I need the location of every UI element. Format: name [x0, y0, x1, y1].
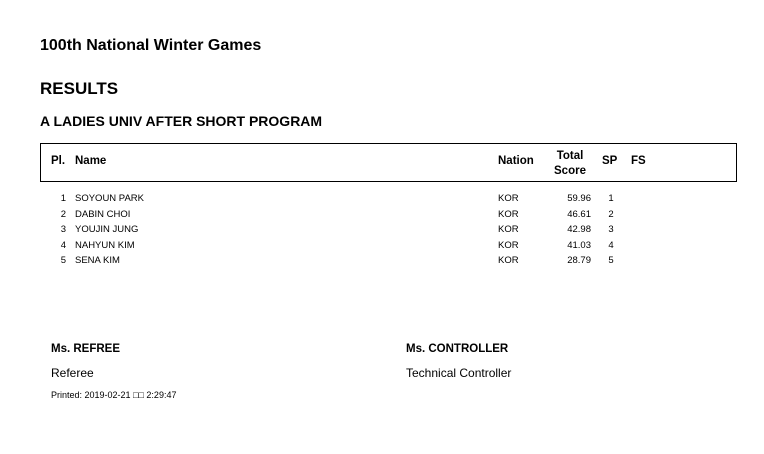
header-total-line2: Score	[554, 165, 586, 177]
header-place: Pl.	[51, 155, 66, 167]
referee-title: Ms. REFREE	[51, 343, 121, 355]
cell-sp: 5	[608, 255, 614, 266]
cell-sp: 2	[608, 208, 614, 220]
header-nation: Nation	[498, 155, 534, 167]
header-sp: SP	[602, 155, 618, 167]
controller-name: Technical Controller	[406, 366, 512, 380]
table-row	[40, 191, 737, 207]
header-total-line1: Total	[556, 150, 584, 162]
results-table-body	[40, 191, 737, 269]
table-row	[40, 207, 737, 223]
cell-total-score: 41.03	[567, 239, 591, 251]
cell-nation: KOR	[498, 193, 519, 204]
results-heading: RESULTS	[40, 79, 119, 98]
cell-name: DABIN CHOI	[75, 208, 131, 220]
cell-total-score: 59.96	[567, 193, 591, 204]
cell-sp: 4	[608, 239, 614, 251]
cell-nation: KOR	[498, 208, 519, 220]
cell-place: 3	[60, 224, 66, 235]
cell-name: SENA KIM	[75, 255, 120, 266]
header-name: Name	[75, 155, 107, 167]
cell-nation: KOR	[498, 239, 519, 251]
header-fs: FS	[631, 155, 646, 167]
cell-sp: 1	[608, 193, 614, 204]
cell-total-score: 46.61	[567, 208, 591, 220]
cell-total-score: 42.98	[567, 224, 591, 235]
referee-name: Referee	[51, 366, 94, 380]
header-total-score	[544, 149, 596, 179]
cell-name: YOUJIN JUNG	[75, 224, 139, 235]
controller-title: Ms. CONTROLLER	[406, 343, 509, 355]
cell-place: 4	[60, 239, 66, 251]
cell-name: NAHYUN KIM	[75, 239, 135, 251]
table-row	[40, 238, 737, 254]
cell-total-score: 28.79	[567, 255, 591, 266]
category-title: A LADIES UNIV AFTER SHORT PROGRAM	[40, 113, 323, 129]
cell-place: 2	[60, 208, 66, 220]
cell-nation: KOR	[498, 224, 519, 235]
cell-nation: KOR	[498, 255, 519, 266]
cell-name: SOYOUN PARK	[75, 193, 144, 204]
printed-timestamp: Printed: 2019-02-21 □□ 2:29:47	[51, 390, 177, 400]
cell-place: 5	[60, 255, 66, 266]
event-title: 100th National Winter Games	[40, 37, 262, 54]
cell-sp: 3	[608, 224, 614, 235]
cell-place: 1	[60, 193, 66, 204]
table-row	[40, 222, 737, 238]
table-row	[40, 253, 737, 269]
results-table-header	[40, 143, 737, 182]
